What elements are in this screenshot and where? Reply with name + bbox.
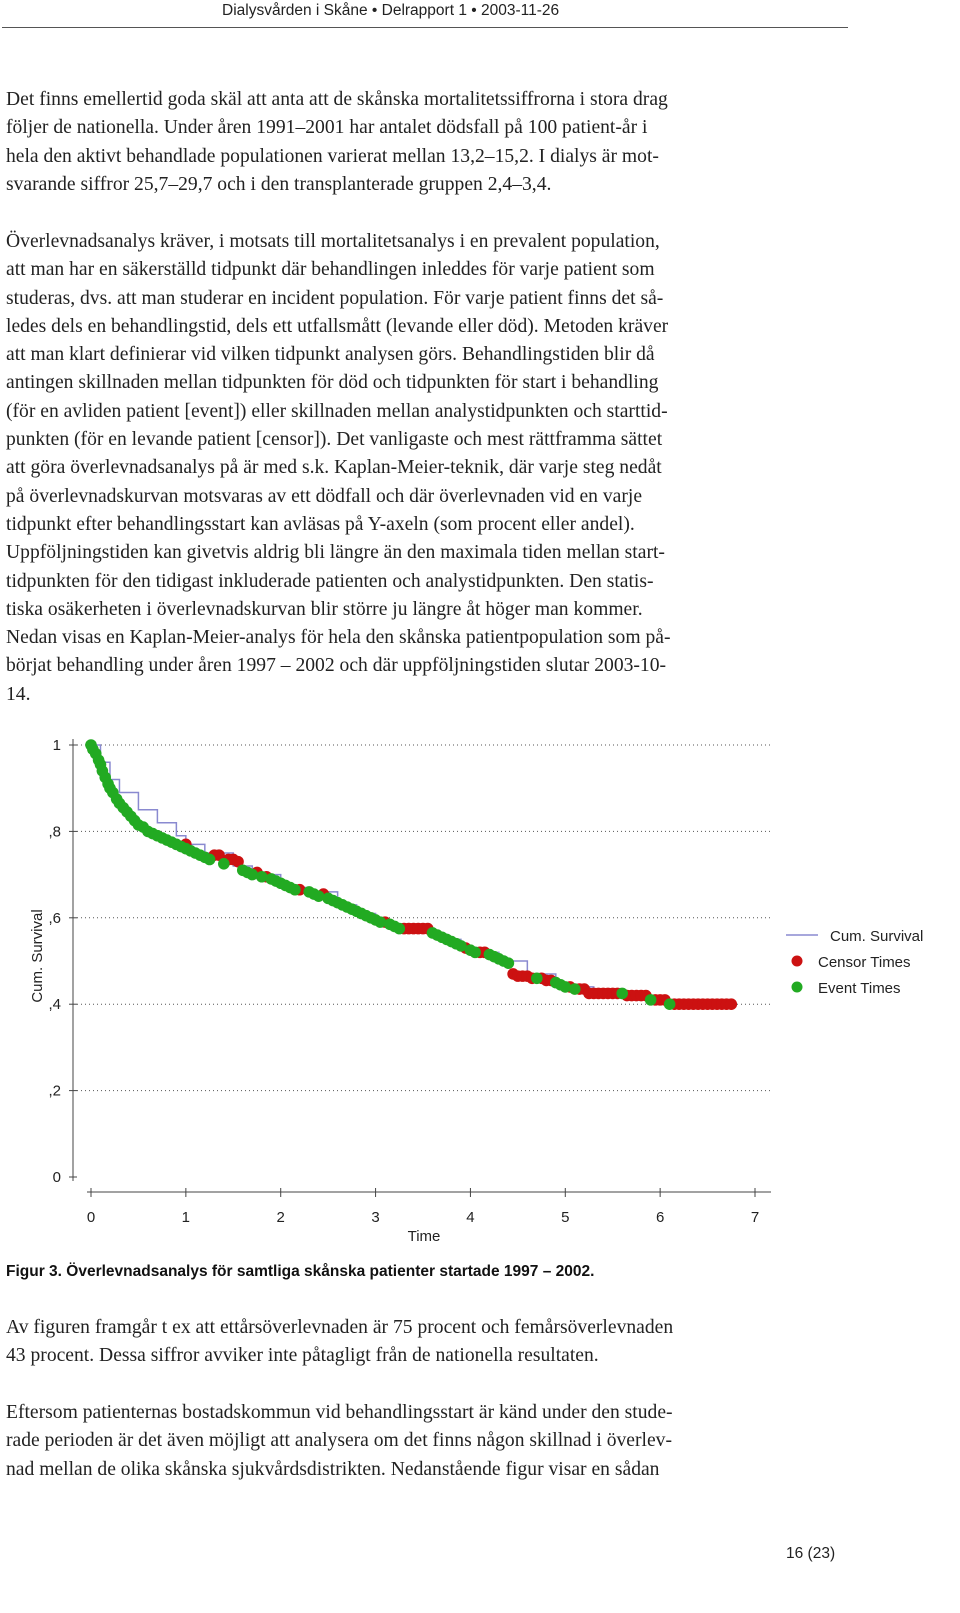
x-tick-label: 6 — [655, 1209, 665, 1226]
censor-point — [725, 998, 737, 1010]
event-point — [645, 994, 657, 1006]
text-line: 43 procent. Dessa siffror avviker inte påtagligt från de nationella resultaten. — [6, 1345, 599, 1367]
page-number: 16 (23) — [786, 1545, 836, 1562]
text-line: Uppföljningstiden kan givetvis aldrig bli längre än den maximala tiden mellan start- — [6, 542, 665, 564]
text-line: Överlevnadsanalys kräver, i motsats till mortalitetsanalys i en prevalent population, — [6, 231, 660, 252]
event-point — [616, 988, 628, 1000]
kaplan-meier-chart — [0, 730, 960, 1250]
text-line: tiska osäkerheten i överlevnadskurvan blir större ju längre åt höger man kommer. — [6, 598, 643, 620]
running-header: Dialysvården i Skåne • Delrapport 1 • 2003-11-26 — [222, 2, 560, 19]
x-axis-title: Time — [407, 1228, 441, 1245]
text-line: hela den aktivt behandlade populationen varierat mellan 13,2–15,2. I dialys är mot- — [6, 145, 659, 167]
paragraph-1 — [6, 86, 846, 199]
text-line: börjat behandling under åren 1997 – 2002 och där uppföljningstiden slutar 2003-10- — [6, 655, 667, 677]
x-tick-label: 0 — [86, 1209, 96, 1226]
text-line: (för en avliden patient [event]) eller skillnaden mellan analystidpunkten och starttid- — [6, 400, 668, 422]
legend-censor-swatch — [792, 956, 803, 967]
legend-event-swatch — [792, 982, 803, 993]
event-point — [393, 923, 405, 935]
event-point — [569, 983, 581, 995]
text-line: att man klart definierar vid vilken tidpunkt analysen görs. Behandlingstiden blir då — [6, 344, 655, 366]
text-line: att göra överlevnadsanalys på är med s.k. Kaplan-Meier-teknik, där varje steg nedåt — [6, 457, 662, 479]
paragraph-4 — [6, 1399, 846, 1484]
header-rule — [2, 27, 848, 28]
event-point — [289, 884, 301, 896]
figure-caption: Figur 3. Överlevnadsanalys för samtliga skånska patienter startade 1997 – 2002. — [6, 1263, 595, 1280]
x-tick-label: 2 — [276, 1209, 285, 1226]
chart-marks — [85, 739, 737, 1010]
text-line: följer de nationella. Under åren 1991–2001 har antalet dödsfall på 100 patient-år i — [6, 117, 648, 139]
text-line: ledes dels en behandlingstid, dels ett utfallsmått (levande eller död). Metoden kräver — [6, 315, 669, 337]
x-tick-label: 3 — [371, 1209, 380, 1226]
text-line: att man har en säkerställd tidpunkt där behandlingen inleddes för varje patient som — [6, 259, 655, 281]
text-line: tidpunkten för den tidigast inkluderade patienten och analystidpunkten. Den statis- — [6, 570, 654, 592]
y-tick-label: ,8 — [48, 823, 61, 841]
text-line: punkten (för en levande patient [censor]). Det vanligaste och mest rättframma sättet — [6, 429, 663, 451]
text-line: på överlevnadskurvan motsvaras av ett dödfall och där överlevnaden vid en varje — [6, 485, 643, 507]
y-axis-title: Cum. Survival — [29, 909, 46, 1003]
x-tick-label: 4 — [466, 1209, 475, 1226]
text-line: antingen skillnaden mellan tidpunkten för död och tidpunkten för start i behandling — [6, 372, 659, 394]
legend-label-censor-times: Censor Times — [818, 954, 911, 971]
event-point — [531, 972, 543, 984]
paragraph-3 — [6, 1314, 846, 1371]
survival-curve-line — [91, 745, 736, 1004]
text-line: svarande siffror 25,7–29,7 och i den transplanterade gruppen 2,4–3,4. — [6, 173, 552, 195]
text-line: Eftersom patienternas bostadskommun vid behandlingsstart är känd under den stude- — [6, 1402, 673, 1423]
text-line: studeras, dvs. att man studerar en incident population. För varje patient finns det så- — [6, 287, 664, 309]
text-line: 14. — [6, 683, 31, 705]
y-tick-label: ,2 — [48, 1082, 61, 1100]
text-line: rade perioden är det även möjligt att analysera om det finns någon skillnad i överlev- — [6, 1430, 672, 1452]
y-tick-label: 1 — [52, 737, 61, 754]
event-point — [503, 957, 515, 969]
y-tick-label: 0 — [52, 1169, 61, 1186]
text-line: tidpunkt efter behandlingsstart kan avläsas på Y-axeln (som procent eller andel). — [6, 513, 635, 535]
x-tick-label: 7 — [750, 1209, 760, 1226]
text-line: Nedan visas en Kaplan-Meier-analys för hela den skånska patientpopulation som på- — [6, 627, 671, 649]
paragraph-2 — [6, 228, 846, 709]
event-point — [204, 854, 216, 866]
event-point — [664, 998, 676, 1010]
text-line: nad mellan de olika skånska sjukvårdsdistrikten. Nedanstående figur visar en sådan — [6, 1458, 660, 1480]
text-line: Det finns emellertid goda skäl att anta att de skånska mortalitetssiffrorna i stora drag — [6, 89, 668, 110]
y-tick-label: ,4 — [48, 996, 61, 1014]
x-tick-label: 5 — [561, 1209, 570, 1226]
chart-legend — [786, 928, 923, 997]
legend-label-cum-survival: Cum. Survival — [830, 928, 924, 945]
legend-label-event-times: Event Times — [818, 980, 901, 997]
event-point — [218, 858, 230, 870]
y-tick-label: ,6 — [48, 909, 61, 927]
text-line: Av figuren framgår t ex att ettårsöverlevnaden är 75 procent och femårsöverlevnaden — [6, 1317, 674, 1338]
event-point — [469, 947, 481, 959]
x-tick-label: 1 — [181, 1209, 191, 1226]
